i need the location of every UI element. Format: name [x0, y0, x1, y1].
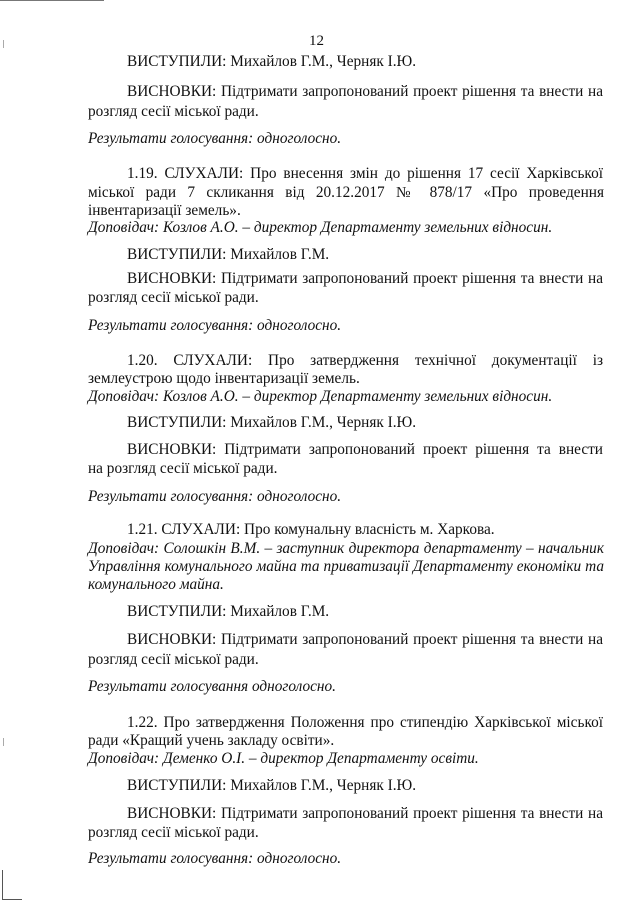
text-line: ВИСТУПИЛИ: Михайлов Г.М., Черняк І.Ю.	[127, 53, 417, 70]
speaker-line: Доповідач: Деменко О.І. – директор Департаменту освіти.	[88, 750, 479, 767]
text-line: ВИСНОВКИ: Підтримати запропонований проект рішення та внести на	[127, 631, 603, 648]
text-line: розгляд сесії міської ради.	[88, 824, 259, 841]
text-line: міської ради 7 скликання від 20.12.2017 № 878/17 «Про проведення	[88, 184, 604, 201]
voting-result: Результати голосування одноголосно.	[88, 678, 336, 695]
scan-edge-bottom	[2, 899, 22, 900]
text-line: ВИСНОВКИ: Підтримати запропонований проект рішення та внести на	[127, 83, 603, 100]
text-line: ВИСНОВКИ: Підтримати запропонований проект рішення та внести на	[127, 270, 603, 287]
text-line: розгляд сесії міської ради.	[88, 651, 259, 668]
speaker-line: Доповідач: Солошкін В.М. – заступник директора департаменту – начальник	[88, 540, 604, 557]
voting-result: Результати голосування: одноголосно.	[88, 488, 342, 505]
voting-result: Результати голосування: одноголосно.	[88, 850, 342, 867]
text-line: розгляд сесії міської ради.	[88, 103, 259, 120]
speaker-line: комунального майна.	[88, 576, 224, 593]
text-line: ВИСТУПИЛИ: Михайлов Г.М.	[127, 603, 330, 620]
text-line: ради «Кращий учень закладу освіти».	[88, 732, 335, 749]
scan-mark	[3, 738, 4, 746]
voting-result: Результати голосування: одноголосно.	[88, 130, 342, 147]
text-line: ВИСТУПИЛИ: Михайлов Г.М., Черняк І.Ю.	[127, 777, 417, 794]
text-line: ВИСНОВКИ: Підтримати запропонований проект рішення та внести на	[127, 805, 603, 822]
text-line: землеустрою щодо інвентаризації земель.	[88, 370, 360, 387]
speaker-line: Доповідач: Козлов А.О. – директор Департаменту земельних відносин.	[88, 388, 553, 405]
text-line: розгляд сесії міської ради.	[88, 289, 259, 306]
text-line: ВИСТУПИЛИ: Михайлов Г.М.	[127, 246, 330, 263]
speaker-line: Доповідач: Козлов А.О. – директор Департаменту земельних відносин.	[88, 219, 553, 236]
agenda-item-heading: 1.19. СЛУХАЛИ: Про внесення змін до рішення 17 сесії Харківської	[127, 165, 603, 182]
agenda-item-heading: 1.20. СЛУХАЛИ: Про затвердження технічної документації із	[127, 352, 603, 369]
agenda-item-heading: 1.22. Про затвердження Положення про стипендію Харківської міської	[127, 714, 603, 731]
agenda-item-heading: 1.21. СЛУХАЛИ: Про комунальну власність м. Харкова.	[127, 521, 495, 538]
speaker-line: Управління комунального майна та приватизації Департаменту економіки та	[88, 558, 604, 575]
text-line: ВИСТУПИЛИ: Михайлов Г.М., Черняк І.Ю.	[127, 414, 417, 431]
text-line: інвентаризації земель».	[88, 202, 241, 219]
page-number: 12	[309, 33, 324, 49]
text-line: на розгляд сесії міської ради.	[88, 460, 278, 477]
scan-edge-left	[2, 870, 3, 900]
voting-result: Результати голосування: одноголосно.	[88, 317, 342, 334]
scan-edge-top	[0, 0, 104, 1]
text-line: ВИСНОВКИ: Підтримати запропонований проект рішення та внести	[127, 441, 603, 458]
